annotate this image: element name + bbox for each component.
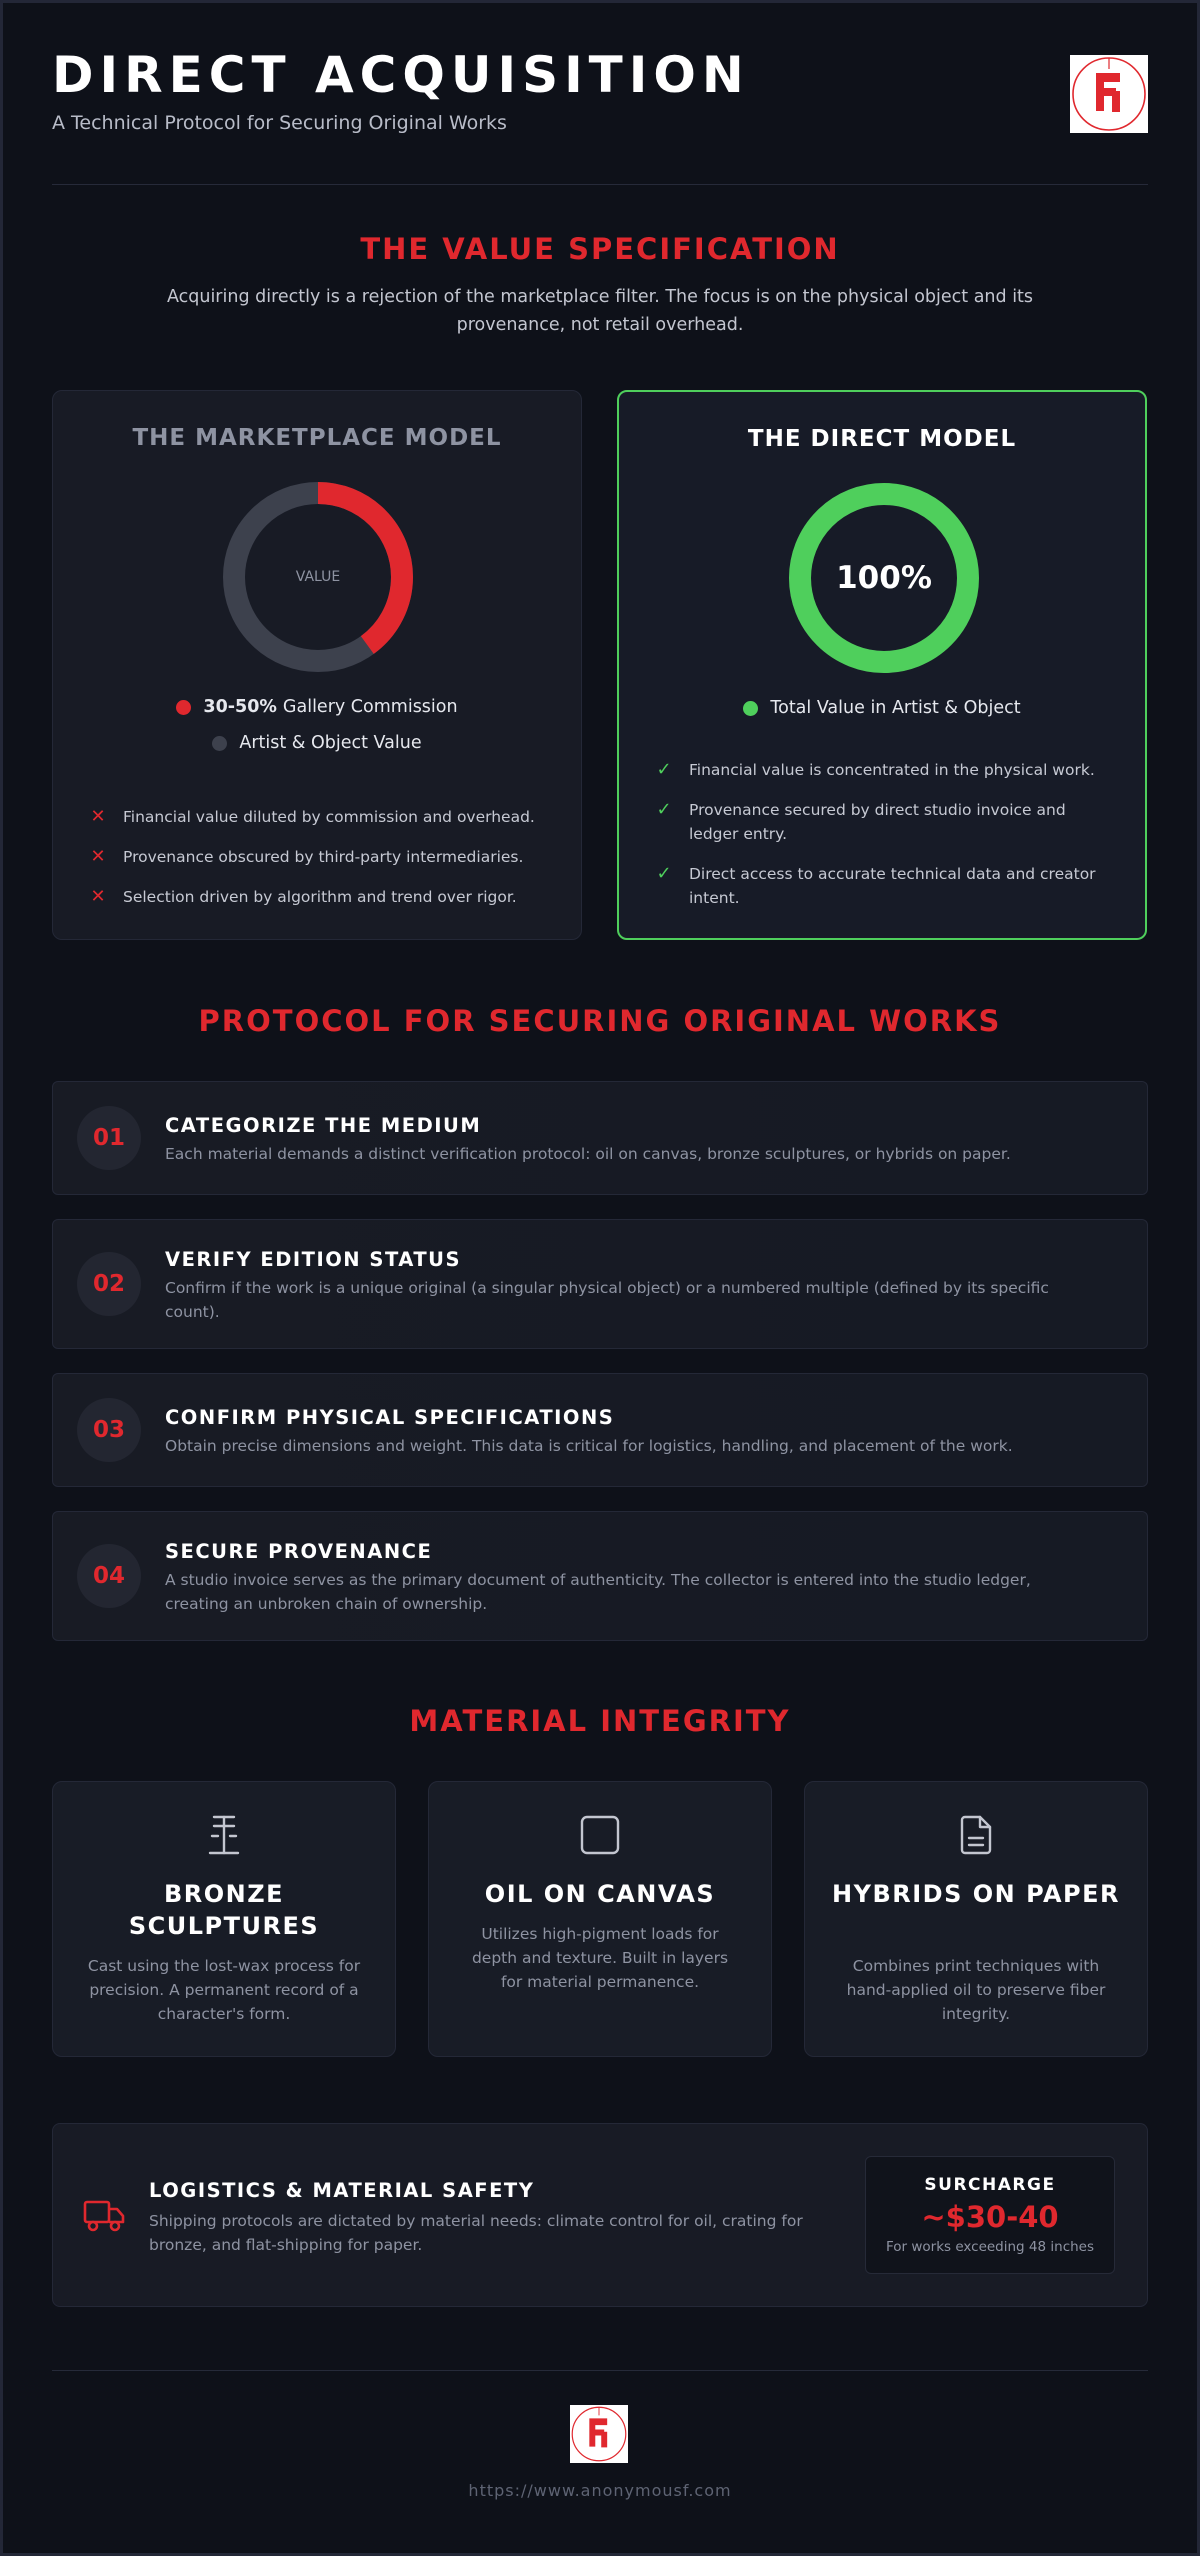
step-number: 03	[77, 1398, 141, 1462]
step-number: 04	[77, 1544, 141, 1608]
direct-card-title: THE DIRECT MODEL	[747, 426, 1017, 452]
commission-percent: 30-50%	[203, 697, 277, 717]
truck-icon	[83, 2196, 125, 2234]
legend-commission	[53, 697, 581, 717]
list-item-text: Provenance obscured by third-party intermediaries.	[123, 848, 524, 866]
step-text: Confirm if the work is a unique original (a singular physical object) or a numbered multiple (defined by its specific count).	[165, 1279, 1049, 1321]
footer-logo-mark	[570, 2405, 628, 2463]
legend-dot-green	[743, 701, 758, 716]
material-card-bronze	[52, 1781, 396, 2057]
protocol-step	[52, 1373, 1148, 1487]
commission-label: Gallery Commission	[282, 697, 458, 717]
material-title: BRONZE SCULPTURES	[128, 1880, 320, 1940]
step-number: 02	[77, 1252, 141, 1316]
marketplace-card-title: THE MARKETPLACE MODEL	[132, 425, 502, 451]
donut-center-value: 100%	[836, 560, 932, 596]
list-item-text: Financial value diluted by commission and overhead.	[123, 808, 535, 826]
brand-logo[interactable]	[1070, 55, 1148, 133]
step-text: A studio invoice serves as the primary document of authenticity. The collector is entered into the studio ledger, creating an unbroken chain of ownership.	[165, 1571, 1031, 1613]
surcharge-box	[865, 2156, 1115, 2274]
check-icon: ✓	[656, 759, 672, 780]
legend-total-value	[619, 698, 1145, 718]
footer-url-link[interactable]: https://www.anonymousf.com	[468, 2481, 732, 2500]
protocol-title: PROTOCOL FOR SECURING ORIGINAL WORKS	[198, 1004, 1002, 1038]
brand-logo-mark	[1070, 55, 1148, 133]
step-text: Obtain precise dimensions and weight. This data is critical for logistics, handling, and placement of the work.	[165, 1437, 1013, 1455]
page-title: DIRECT ACQUISITION	[52, 46, 750, 104]
list-item-text: Selection driven by algorithm and trend over rigor.	[123, 888, 517, 906]
header-divider	[52, 184, 1148, 185]
sculpture-stand-icon	[53, 1814, 395, 1856]
protocol-step	[52, 1511, 1148, 1641]
surcharge-label: SURCHARGE	[924, 2175, 1056, 2195]
logistics-title: LOGISTICS & MATERIAL SAFETY	[149, 2179, 535, 2202]
legend-dot-gray	[212, 736, 227, 751]
list-item	[87, 805, 551, 829]
step-title: CONFIRM PHYSICAL SPECIFICATIONS	[165, 1406, 615, 1429]
step-title: SECURE PROVENANCE	[165, 1540, 433, 1563]
x-icon: ✕	[90, 886, 106, 907]
step-text: Each material demands a distinct verification protocol: oil on canvas, bronze sculptures, or hybrids on paper.	[165, 1145, 1011, 1163]
x-icon: ✕	[90, 846, 106, 867]
page-subtitle: A Technical Protocol for Securing Original Works	[52, 112, 507, 134]
materials-title: MATERIAL INTEGRITY	[409, 1704, 791, 1738]
step-title: CATEGORIZE THE MEDIUM	[165, 1114, 482, 1137]
value-spec-title: THE VALUE SPECIFICATION	[360, 232, 840, 266]
step-title: VERIFY EDITION STATUS	[165, 1248, 462, 1271]
list-item	[653, 862, 1115, 910]
check-icon: ✓	[656, 799, 672, 820]
surcharge-note: For works exceeding 48 inches	[885, 2239, 1095, 2255]
list-item	[87, 885, 551, 909]
step-number: 01	[77, 1106, 141, 1170]
direct-benefits-list	[653, 758, 1115, 910]
value-spec-lead: Acquiring directly is a rejection of the marketplace filter. The focus is on the physical object and its provenance, not retail overhead.	[166, 287, 1034, 335]
list-item	[653, 798, 1115, 846]
x-icon: ✕	[90, 806, 106, 827]
legend-artist-value	[53, 733, 581, 753]
logistics-panel	[52, 2123, 1148, 2307]
material-text: Utilizes high-pigment loads for depth and texture. Built in layers for material permanence.	[471, 1925, 729, 1991]
list-item-text: Provenance secured by direct studio invoice and ledger entry.	[689, 801, 1066, 843]
material-title: OIL ON CANVAS	[484, 1880, 716, 1908]
protocol-step	[52, 1219, 1148, 1349]
footer-divider	[52, 2370, 1148, 2371]
material-title: HYBRIDS ON PAPER	[832, 1880, 1120, 1908]
check-icon: ✓	[656, 863, 672, 884]
surcharge-value: ~$30-40	[921, 2200, 1059, 2234]
list-item-text: Financial value is concentrated in the physical work.	[689, 761, 1095, 779]
artist-value-label: Artist & Object Value	[239, 733, 422, 753]
legend-dot-red	[176, 700, 191, 715]
marketplace-drawbacks-list	[87, 805, 551, 909]
material-text: Cast using the lost-wax process for precision. A permanent record of a character's form.	[87, 1957, 361, 2023]
marketplace-model-card	[52, 390, 582, 940]
document-icon	[805, 1814, 1147, 1856]
footer-logo[interactable]	[570, 2405, 628, 2463]
square-canvas-icon	[429, 1814, 771, 1856]
total-value-label: Total Value in Artist & Object	[770, 698, 1021, 718]
list-item	[653, 758, 1115, 782]
logistics-text: Shipping protocols are dictated by material needs: climate control for oil, crating for bronze, and flat-shipping for paper.	[149, 2212, 803, 2254]
material-card-oil	[428, 1781, 772, 2057]
material-text: Combines print techniques with hand-applied oil to preserve fiber integrity.	[846, 1957, 1106, 2023]
protocol-step	[52, 1081, 1148, 1195]
direct-model-card	[617, 390, 1147, 940]
list-item-text: Direct access to accurate technical data and creator intent.	[689, 865, 1096, 907]
donut-center-label: VALUE	[295, 569, 341, 585]
list-item	[87, 845, 551, 869]
material-card-paper	[804, 1781, 1148, 2057]
